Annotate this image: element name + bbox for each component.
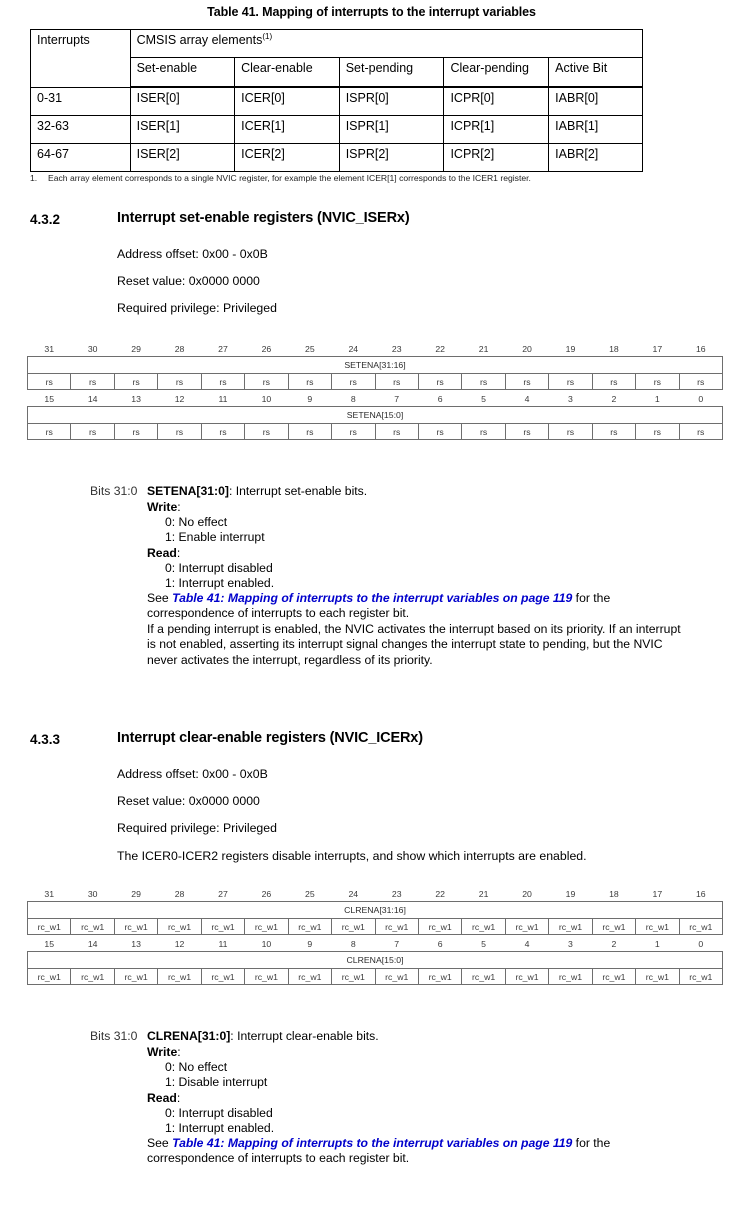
bit-number: 3 [568, 939, 573, 949]
interrupt-mapping-table [30, 29, 643, 172]
access-cell: rc_w1 [71, 969, 114, 985]
register-diagram-icerx [27, 885, 723, 985]
access-cell: rs [71, 374, 114, 390]
bit-number: 25 [305, 344, 315, 354]
table-41-link[interactable]: Table 41: Mapping of interrupts to the interrupt variables on page 119 [172, 591, 573, 605]
access-cell: rc_w1 [245, 919, 288, 935]
cell-clear-pending: ICPR[2] [444, 144, 549, 172]
bit-number: 28 [174, 889, 185, 899]
write-value: 0: No effect [165, 515, 228, 529]
bit-number: 23 [391, 344, 402, 354]
cell-clear-pending: ICPR[1] [444, 116, 549, 144]
bit-number: 27 [218, 344, 228, 354]
access-cell: rs [679, 424, 722, 440]
bits-field-description: : Interrupt set-enable bits. [228, 484, 368, 498]
access-cell: rc_w1 [288, 919, 331, 935]
bit-number: 17 [652, 344, 663, 354]
access-cell: rc_w1 [158, 919, 201, 935]
access-cell: rs [679, 374, 722, 390]
read-value: 0: Interrupt disabled [165, 1106, 273, 1120]
bit-number: 17 [652, 889, 663, 899]
bit-number: 16 [695, 889, 706, 899]
access-cell: rs [114, 424, 157, 440]
section-number-433: 4.3.3 [30, 732, 61, 747]
reset-value-432: Reset value: 0x0000 0000 [117, 274, 260, 288]
bit-number: 31 [44, 889, 55, 899]
pending-interrupt-note: If a pending interrupt is enabled, the NVIC activates the interrupt based on its priority. If an interrupt is not enabled, asserting its interrupt signal changes the interrupt state to pending, but the NVIC never activates the interrupt, regardless of its priority. [147, 621, 681, 667]
subheader-clear-pending: Clear-pending [444, 58, 549, 88]
address-offset-433: Address offset: 0x00 - 0x0B [117, 767, 268, 781]
access-cell: rs [549, 424, 592, 440]
access-cell: rs [245, 374, 288, 390]
bit-number: 21 [478, 889, 489, 899]
read-label-line: Read: [147, 546, 181, 560]
bit-number: 9 [307, 394, 313, 404]
access-cell: rc_w1 [332, 969, 375, 985]
access-cell: rc_w1 [418, 919, 461, 935]
table-row [31, 87, 643, 116]
see-suffix: for the correspondence of interrupts to each register bit. [147, 1136, 611, 1166]
access-cell: rs [505, 374, 548, 390]
bit-number: 14 [87, 394, 98, 404]
write-value: 1: Disable interrupt [165, 1075, 268, 1089]
access-row-high [28, 919, 723, 935]
address-offset-432: Address offset: 0x00 - 0x0B [117, 247, 268, 261]
bit-number: 0 [698, 394, 704, 404]
read-label: Read [147, 546, 177, 560]
bit-number: 27 [218, 889, 228, 899]
table-41-link[interactable]: Table 41: Mapping of interrupts to the interrupt variables on page 119 [172, 1136, 573, 1150]
access-cell: rc_w1 [28, 969, 71, 985]
access-cell: rc_w1 [679, 969, 722, 985]
access-cell: rs [158, 374, 201, 390]
write-label: Write [147, 1045, 178, 1059]
access-cell: rs [462, 374, 505, 390]
register-table-high [27, 885, 723, 985]
field-name-row-high [28, 357, 723, 374]
cell-interrupt-range: 64-67 [31, 144, 131, 172]
footnote-number: 1. [30, 173, 38, 183]
table-header-row-top [31, 30, 643, 58]
bits-field-name: CLRENA[31:0] [147, 1029, 231, 1043]
cell-interrupt-range: 32-63 [31, 116, 131, 144]
required-privilege-432: Required privilege: Privileged [117, 301, 277, 315]
bit-number: 20 [522, 344, 532, 354]
access-cell: rc_w1 [505, 919, 548, 935]
access-cell: rc_w1 [201, 969, 244, 985]
write-value: 0: No effect [165, 1060, 228, 1074]
bit-number: 31 [44, 344, 55, 354]
cell-clear-enable: ICER[1] [235, 116, 340, 144]
bits-field-description: : Interrupt clear-enable bits. [230, 1029, 379, 1043]
bit-number: 5 [481, 394, 487, 404]
access-cell: rc_w1 [462, 919, 505, 935]
register-table-high [27, 340, 723, 440]
access-cell: rs [201, 424, 244, 440]
access-cell: rc_w1 [462, 969, 505, 985]
bit-number: 30 [87, 889, 98, 899]
bit-number: 14 [87, 939, 98, 949]
read-label: Read [147, 1091, 177, 1105]
access-cell: rc_w1 [679, 919, 722, 935]
read-value: 1: Interrupt enabled. [165, 576, 275, 590]
bit-number: 22 [435, 889, 445, 899]
bit-number: 10 [261, 939, 272, 949]
bit-number: 24 [348, 889, 359, 899]
access-cell: rc_w1 [505, 969, 548, 985]
access-cell: rc_w1 [636, 919, 679, 935]
write-label-line: Write: [147, 500, 181, 514]
bit-number-row-low [28, 390, 723, 407]
read-value: 1: Interrupt enabled. [165, 1121, 275, 1135]
bit-number: 7 [394, 394, 400, 404]
access-cell: rc_w1 [592, 969, 635, 985]
bit-number: 1 [654, 394, 660, 404]
access-cell: rc_w1 [332, 919, 375, 935]
header-cmsis-array-elements [130, 30, 642, 58]
bit-number: 1 [654, 939, 660, 949]
cell-set-enable: ISER[0] [130, 87, 235, 116]
bit-number: 7 [394, 939, 400, 949]
cell-set-pending: ISPR[2] [339, 144, 444, 172]
write-label-line: Write: [147, 1045, 181, 1059]
access-cell: rs [288, 424, 331, 440]
cell-interrupt-range: 0-31 [31, 87, 131, 116]
access-cell: rc_w1 [375, 919, 418, 935]
bit-number: 26 [261, 344, 272, 354]
access-cell: rc_w1 [158, 969, 201, 985]
access-cell: rc_w1 [114, 919, 157, 935]
subheader-set-enable: Set-enable [130, 58, 235, 88]
bit-number: 21 [478, 344, 489, 354]
bit-number-row-high [28, 340, 723, 357]
table-row [31, 144, 643, 172]
bit-number: 4 [524, 939, 530, 949]
bit-number: 3 [568, 394, 573, 404]
access-cell: rs [636, 424, 679, 440]
field-name-clrena-high: CLRENA[31:16] [28, 902, 723, 919]
register-diagram-iserx [27, 340, 723, 440]
field-name-setena-low: SETENA[15:0] [28, 407, 723, 424]
bit-number: 12 [174, 394, 185, 404]
access-cell: rs [462, 424, 505, 440]
bit-number: 25 [305, 889, 315, 899]
bit-number: 16 [695, 344, 706, 354]
cell-clear-pending: ICPR[0] [444, 87, 549, 116]
bits-range-label: Bits 31:0 [90, 484, 138, 498]
access-cell: rs [549, 374, 592, 390]
cross-reference-paragraph [90, 1136, 689, 1167]
bit-number: 19 [565, 889, 576, 899]
access-cell: rs [114, 374, 157, 390]
read-label-line: Read: [147, 1091, 181, 1105]
bit-description-clrena [90, 1028, 690, 1167]
access-cell: rc_w1 [288, 969, 331, 985]
access-cell: rc_w1 [201, 919, 244, 935]
bit-number: 5 [481, 939, 487, 949]
bit-number: 2 [611, 939, 617, 949]
bits-heading [90, 483, 690, 499]
access-cell: rs [158, 424, 201, 440]
access-cell: rs [288, 374, 331, 390]
access-cell: rs [375, 374, 418, 390]
bit-number: 30 [87, 344, 98, 354]
field-name-clrena-low: CLRENA[15:0] [28, 952, 723, 969]
bit-number: 15 [44, 394, 55, 404]
bit-number: 26 [261, 889, 272, 899]
access-cell: rs [418, 374, 461, 390]
cell-active-bit: IABR[2] [549, 144, 643, 172]
subheader-clear-enable: Clear-enable [235, 58, 340, 88]
read-value: 0: Interrupt disabled [165, 561, 273, 575]
bit-number-row-low [28, 935, 723, 952]
bit-number: 23 [391, 889, 402, 899]
subheader-set-pending: Set-pending [339, 58, 444, 88]
bit-number: 11 [218, 939, 228, 949]
bit-number: 20 [522, 889, 532, 899]
bit-number: 11 [218, 394, 228, 404]
bit-number: 2 [611, 394, 617, 404]
access-cell: rs [28, 374, 71, 390]
access-cell: rs [245, 424, 288, 440]
access-cell: rs [332, 424, 375, 440]
access-row-high [28, 374, 723, 390]
bit-number: 29 [131, 889, 141, 899]
cell-set-pending: ISPR[1] [339, 116, 444, 144]
bit-number: 19 [565, 344, 576, 354]
bit-number: 8 [350, 939, 356, 949]
bit-number: 10 [261, 394, 272, 404]
access-cell: rs [592, 374, 635, 390]
section-title-433: Interrupt clear-enable registers (NVIC_ICERx) [117, 730, 423, 746]
field-name-row-low [28, 952, 723, 969]
bit-number: 8 [350, 394, 356, 404]
reset-value-433: Reset value: 0x0000 0000 [117, 794, 260, 808]
write-label: Write [147, 500, 178, 514]
access-cell: rc_w1 [418, 969, 461, 985]
bit-number: 29 [131, 344, 141, 354]
bit-number: 0 [698, 939, 704, 949]
bits-field-name: SETENA[31:0] [147, 484, 229, 498]
bit-number: 18 [609, 344, 619, 354]
access-cell: rs [332, 374, 375, 390]
required-privilege-433: Required privilege: Privileged [117, 821, 277, 835]
access-cell: rc_w1 [28, 919, 71, 935]
cell-clear-enable: ICER[0] [235, 87, 340, 116]
access-cell: rs [201, 374, 244, 390]
access-cell: rc_w1 [375, 969, 418, 985]
cell-set-enable: ISER[1] [130, 116, 235, 144]
footnote-marker: (1) [262, 31, 273, 41]
cell-clear-enable: ICER[2] [235, 144, 340, 172]
bit-number: 28 [174, 344, 185, 354]
table-row [31, 116, 643, 144]
access-cell: rc_w1 [71, 919, 114, 935]
field-name-row-high [28, 902, 723, 919]
table-footnote [30, 173, 650, 184]
access-cell: rs [505, 424, 548, 440]
access-cell: rc_w1 [636, 969, 679, 985]
header-interrupts: Interrupts [31, 30, 131, 88]
access-cell: rs [375, 424, 418, 440]
subheader-active-bit: Active Bit [549, 58, 643, 88]
access-cell: rc_w1 [114, 969, 157, 985]
table-caption: Table 41. Mapping of interrupts to the interrupt variables [207, 5, 536, 19]
bit-description-setena [90, 483, 690, 668]
see-suffix: for the correspondence of interrupts to each register bit. [147, 591, 611, 621]
cell-set-enable: ISER[2] [130, 144, 235, 172]
bit-number: 9 [307, 939, 313, 949]
bits-heading [90, 1028, 690, 1044]
field-name-setena-high: SETENA[31:16] [28, 357, 723, 374]
access-cell: rs [418, 424, 461, 440]
access-cell: rs [71, 424, 114, 440]
access-cell: rc_w1 [592, 919, 635, 935]
see-prefix: See [147, 1136, 173, 1150]
bit-number: 6 [437, 939, 443, 949]
access-row-low [28, 969, 723, 985]
bit-number: 18 [609, 889, 619, 899]
field-name-row-low [28, 407, 723, 424]
see-prefix: See [147, 591, 173, 605]
access-cell: rs [28, 424, 71, 440]
bit-number-row-high [28, 885, 723, 902]
cell-active-bit: IABR[1] [549, 116, 643, 144]
bits-range-label: Bits 31:0 [90, 1029, 138, 1043]
section-number-432: 4.3.2 [30, 212, 61, 227]
access-row-low [28, 424, 723, 440]
access-cell: rs [592, 424, 635, 440]
access-cell: rc_w1 [245, 969, 288, 985]
bit-number: 24 [348, 344, 359, 354]
table-body [31, 30, 643, 172]
bit-number: 13 [131, 394, 141, 404]
header-cmsis-label: CMSIS array elements [136, 33, 263, 47]
cross-reference-paragraph [90, 591, 689, 622]
icer-intro-text: The ICER0-ICER2 registers disable interrupts, and show which interrupts are enabled. [117, 849, 587, 863]
footnote-text: Each array element corresponds to a single NVIC register, for example the element ICER[1] corresponds to the ICER1 register. [48, 173, 531, 183]
write-value: 1: Enable interrupt [165, 530, 265, 544]
access-cell: rc_w1 [549, 919, 592, 935]
access-cell: rs [636, 374, 679, 390]
access-cell: rc_w1 [549, 969, 592, 985]
bit-number: 13 [131, 939, 141, 949]
bit-number: 22 [435, 344, 445, 354]
bit-number: 12 [174, 939, 185, 949]
bit-number: 15 [44, 939, 55, 949]
bit-number: 4 [524, 394, 530, 404]
cell-set-pending: ISPR[0] [339, 87, 444, 116]
bit-number: 6 [437, 394, 443, 404]
cell-active-bit: IABR[0] [549, 87, 643, 116]
section-title-432: Interrupt set-enable registers (NVIC_ISERx) [117, 210, 410, 226]
